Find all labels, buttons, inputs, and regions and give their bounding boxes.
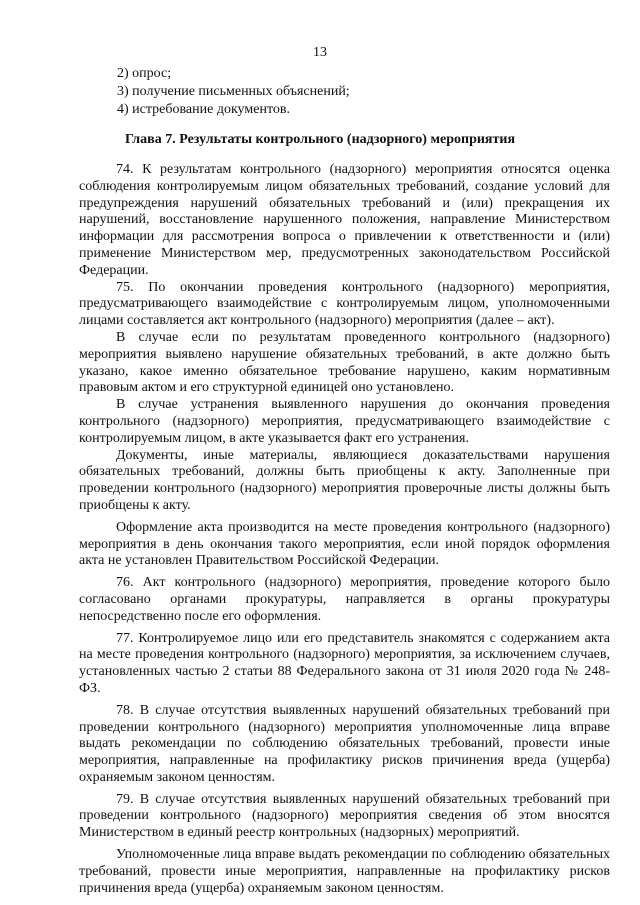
- page-number: 13: [313, 45, 327, 60]
- intro-list: [117, 65, 350, 119]
- paragraph-75: 75. По окончании проведения контрольного (надзорного) мероприятия, предусматривающего взаимодействие с контролируемым лицом, уполномоченными лицами составляется акт контрольного (надзорного) мероприятия (далее – акт).: [79, 279, 610, 329]
- chapter-title: Глава 7. Результаты контрольного (надзорного) мероприятия: [124, 132, 516, 147]
- paragraph-79: 79. В случае отсутствия выявленных нарушений обязательных требований при проведении контрольного (надзорного) мероприятия сведения об этом вносятся Министерством в единый реестр контрольных (надзорных) мероприятий.: [79, 791, 610, 841]
- paragraph-75-documents: Документы, иные материалы, являющиеся доказательствами нарушения обязательных требований, должны быть приобщены к акту. Заполненные при проведении контрольного (надзорного) мероприятия проверочные листы должны быть приобщены к акту.: [79, 447, 610, 513]
- list-item: 2) опрос;: [117, 66, 172, 81]
- paragraph-78: 78. В случае отсутствия выявленных нарушений обязательных требований при проведении контрольного (надзорного) мероприятия уполномоченные лица вправе выдать рекомендации по соблюдению обязательных требований, провести иные мероприятия, направленные на профилактику рисков причинения вреда (ущерба) охраняемым законом ценностям.: [79, 702, 610, 785]
- paragraph-recommendations: Уполномоченные лица вправе выдать рекомендации по соблюдению обязательных требований, провести иные мероприятия, направленные на профилактику рисков причинения вреда (ущерба) охраняемым законом ценностям.: [79, 847, 610, 896]
- paragraph-74: 74. К результатам контрольного (надзорного) мероприятия относятся оценка соблюдения контролируемым лицом обязательных требований, создание условий для предупреждения нарушений обязательных требований и (или) прекращения их нарушений, восстановление нарушенного положения, направление Министерством информации для рассмотрения вопроса о привлечении к ответственности и (или) применение Министерством мер, предусмотренных законодательством Российской Федерации.: [79, 162, 610, 278]
- paragraph-75-registration: Оформление акта производится на месте проведения контрольного (надзорного) мероприятия в день окончания такого мероприятия, если иной порядок оформления акта не установлен Правительством Российской Федерации.: [79, 519, 610, 569]
- list-item: 3) получение письменных объяснений;: [117, 84, 350, 99]
- paragraph-75-elimination: В случае устранения выявленного нарушения до окончания проведения контрольного (надзорного) мероприятия, предусматривающего взаимодействие с контролируемым лицом, в акте указывается факт его устранения.: [79, 397, 610, 446]
- document-body: [79, 162, 610, 897]
- paragraph-76: 76. Акт контрольного (надзорного) мероприятия, проведение которого было согласовано органами прокуратуры, направляется в органы прокуратуры непосредственно после его оформления.: [79, 575, 610, 624]
- paragraph-77: 77. Контролируемое лицо или его представитель знакомятся с содержанием акта на месте проведения контрольного (надзорного) мероприятия, за исключением случаев, установленных частью 2 статьи 88 Федерального закона от 31 июля 2020 года № 248-ФЗ.: [79, 630, 610, 696]
- list-item: 4) истребование документов.: [117, 102, 290, 117]
- paragraph-75-violation: В случае если по результатам проведенного контрольного (надзорного) мероприятия выявлено нарушение обязательных требований, в акте должно быть указано, какое именно обязательное требование нарушено, каким нормативным правовым актом и его структурной единицей оно установлено.: [79, 329, 610, 396]
